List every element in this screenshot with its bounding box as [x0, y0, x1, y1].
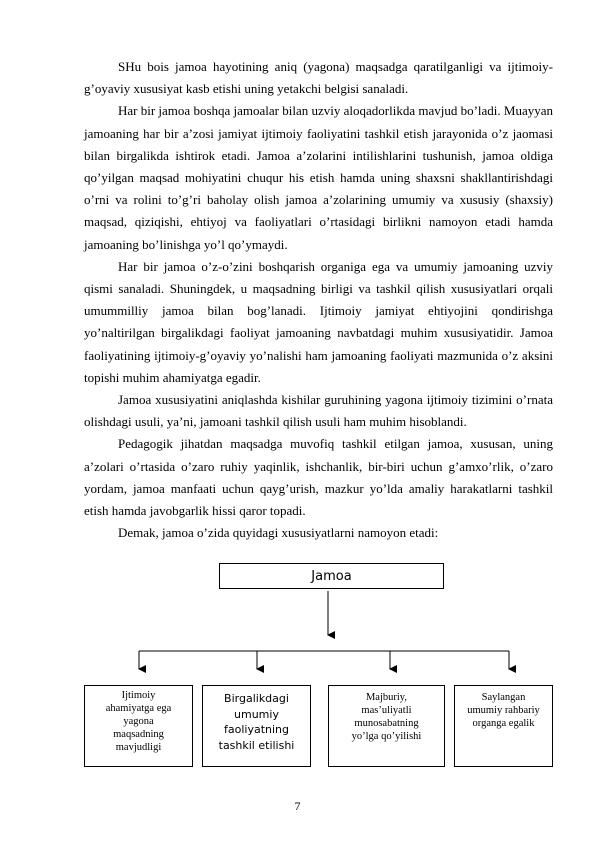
diagram-root-box: Jamoa — [219, 563, 444, 589]
child-2-line: Birgalikdagi — [224, 692, 289, 705]
paragraph-4: Jamoa xususiyatini aniqlashda kishilar guruhining yagona ijtimoiy tizimini o’rnata olishdagi usuli, ya’ni, jamoani tashkil qilish usuli ham muhim hisoblandi. — [84, 392, 553, 430]
child-4-line: Saylangan — [481, 692, 526, 703]
page-number: 7 — [294, 799, 301, 813]
paragraph-6: Demak, jamoa o’zida quyidagi xususiyatlarni namoyon etadi: — [118, 525, 439, 541]
paragraph-2: Har bir jamoa boshqa jamoalar bilan uzviy aloqadorlikda mavjud bo’ladi. Muayyan jamoaning har bir a’zosi jamiyat ijtimoiy faoliyatini tashkil etish jarayonida o’z jaomasi bilan birgalikda ishtirok etadi. Jamoa a’zolarini intilishlarini tushunish, jamoa oldiga qo’yilgan maqsad mohiyatini chuqur his etish hamda uning shaxsni shakllantirishdagi o’rni va rolini to’g’ri baholay olish jamoa a’zolarining umumiy va xususiy (shaxsiy) maqsad, qiziqishi, ehtiyoj va faoliyatlari o’rtasidagi birlikni namoyon etadi hamda jamoaning bo’linishga yo’l qo’ymaydi. — [84, 103, 554, 252]
child-4-line: umumiy rahbariy — [467, 705, 540, 716]
child-2-line: umumiy — [234, 707, 279, 721]
diagram-child-1 — [84, 685, 193, 767]
child-3-line: yo’lga qo’yilishi — [351, 731, 422, 742]
child-4-line: organga egalik — [472, 718, 535, 729]
paragraph-3: Har bir jamoa o’z-o’zini boshqarish organiga ega va umumiy jamoaning uzviy qismi sanaladi. Shuningdek, u maqsadning birligi va tashkil qilish xususiyatlari orqali umummilliy jamoa bilan bog’lanadi. Ijtimoiy jamiyat ehtiyojini qondirishga yo’naltirilgan birgalikdagi faoliyat jamoaning navbatdagi muhim xususiyatidir. Jamoa faoliyatining ijtimoiy-g’oyaviy yo’nalishi ham jamoaning faoliyati mazmunida o’z aksini topishi muhim ahamiyatga egadir. — [84, 258, 553, 385]
paragraph-1: SHu bois jamoa hayotining aniq (yagona) maqsadga qaratilganligi va ijtimoiy-g’oyaviy xususiyat kasb etishi uning yetakchi belgisi sanaladi. — [84, 59, 553, 97]
child-3-line: Majburiy, — [365, 692, 407, 703]
child-1-line: maqsadning — [113, 729, 164, 740]
child-3-line: munosabatning — [354, 718, 419, 729]
child-3-line: mas’uliyatli — [361, 705, 412, 716]
diagram-child-3 — [328, 685, 445, 767]
child-2-line: tashkil etilishi — [218, 738, 295, 752]
diagram-child-2 — [202, 685, 311, 767]
child-1-line: Ijtimoiy — [121, 690, 156, 701]
child-1-line: ahamiyatga ega — [105, 703, 172, 714]
child-1-line: yagona — [123, 716, 154, 727]
child-1-line: mavjudligi — [115, 742, 162, 753]
child-2-line: faoliyatning — [223, 723, 289, 736]
paragraph-5: Pedagogik jihatdan maqsadga muvofiq tashkil etilgan jamoa, xususan, uning a’zolari o’rtasida o’zaro ruhiy yaqinlik, ishchanlik, bir-biri uchun g’amxo’rlik, o’zaro yordam, jamoa manfaati uchun qayg’urish, mazkur yo’lda amaliy harakatlarni tashkil etish hamda javobgarlik hissi qaror topadi. — [84, 436, 553, 519]
diagram-child-4 — [454, 685, 553, 767]
